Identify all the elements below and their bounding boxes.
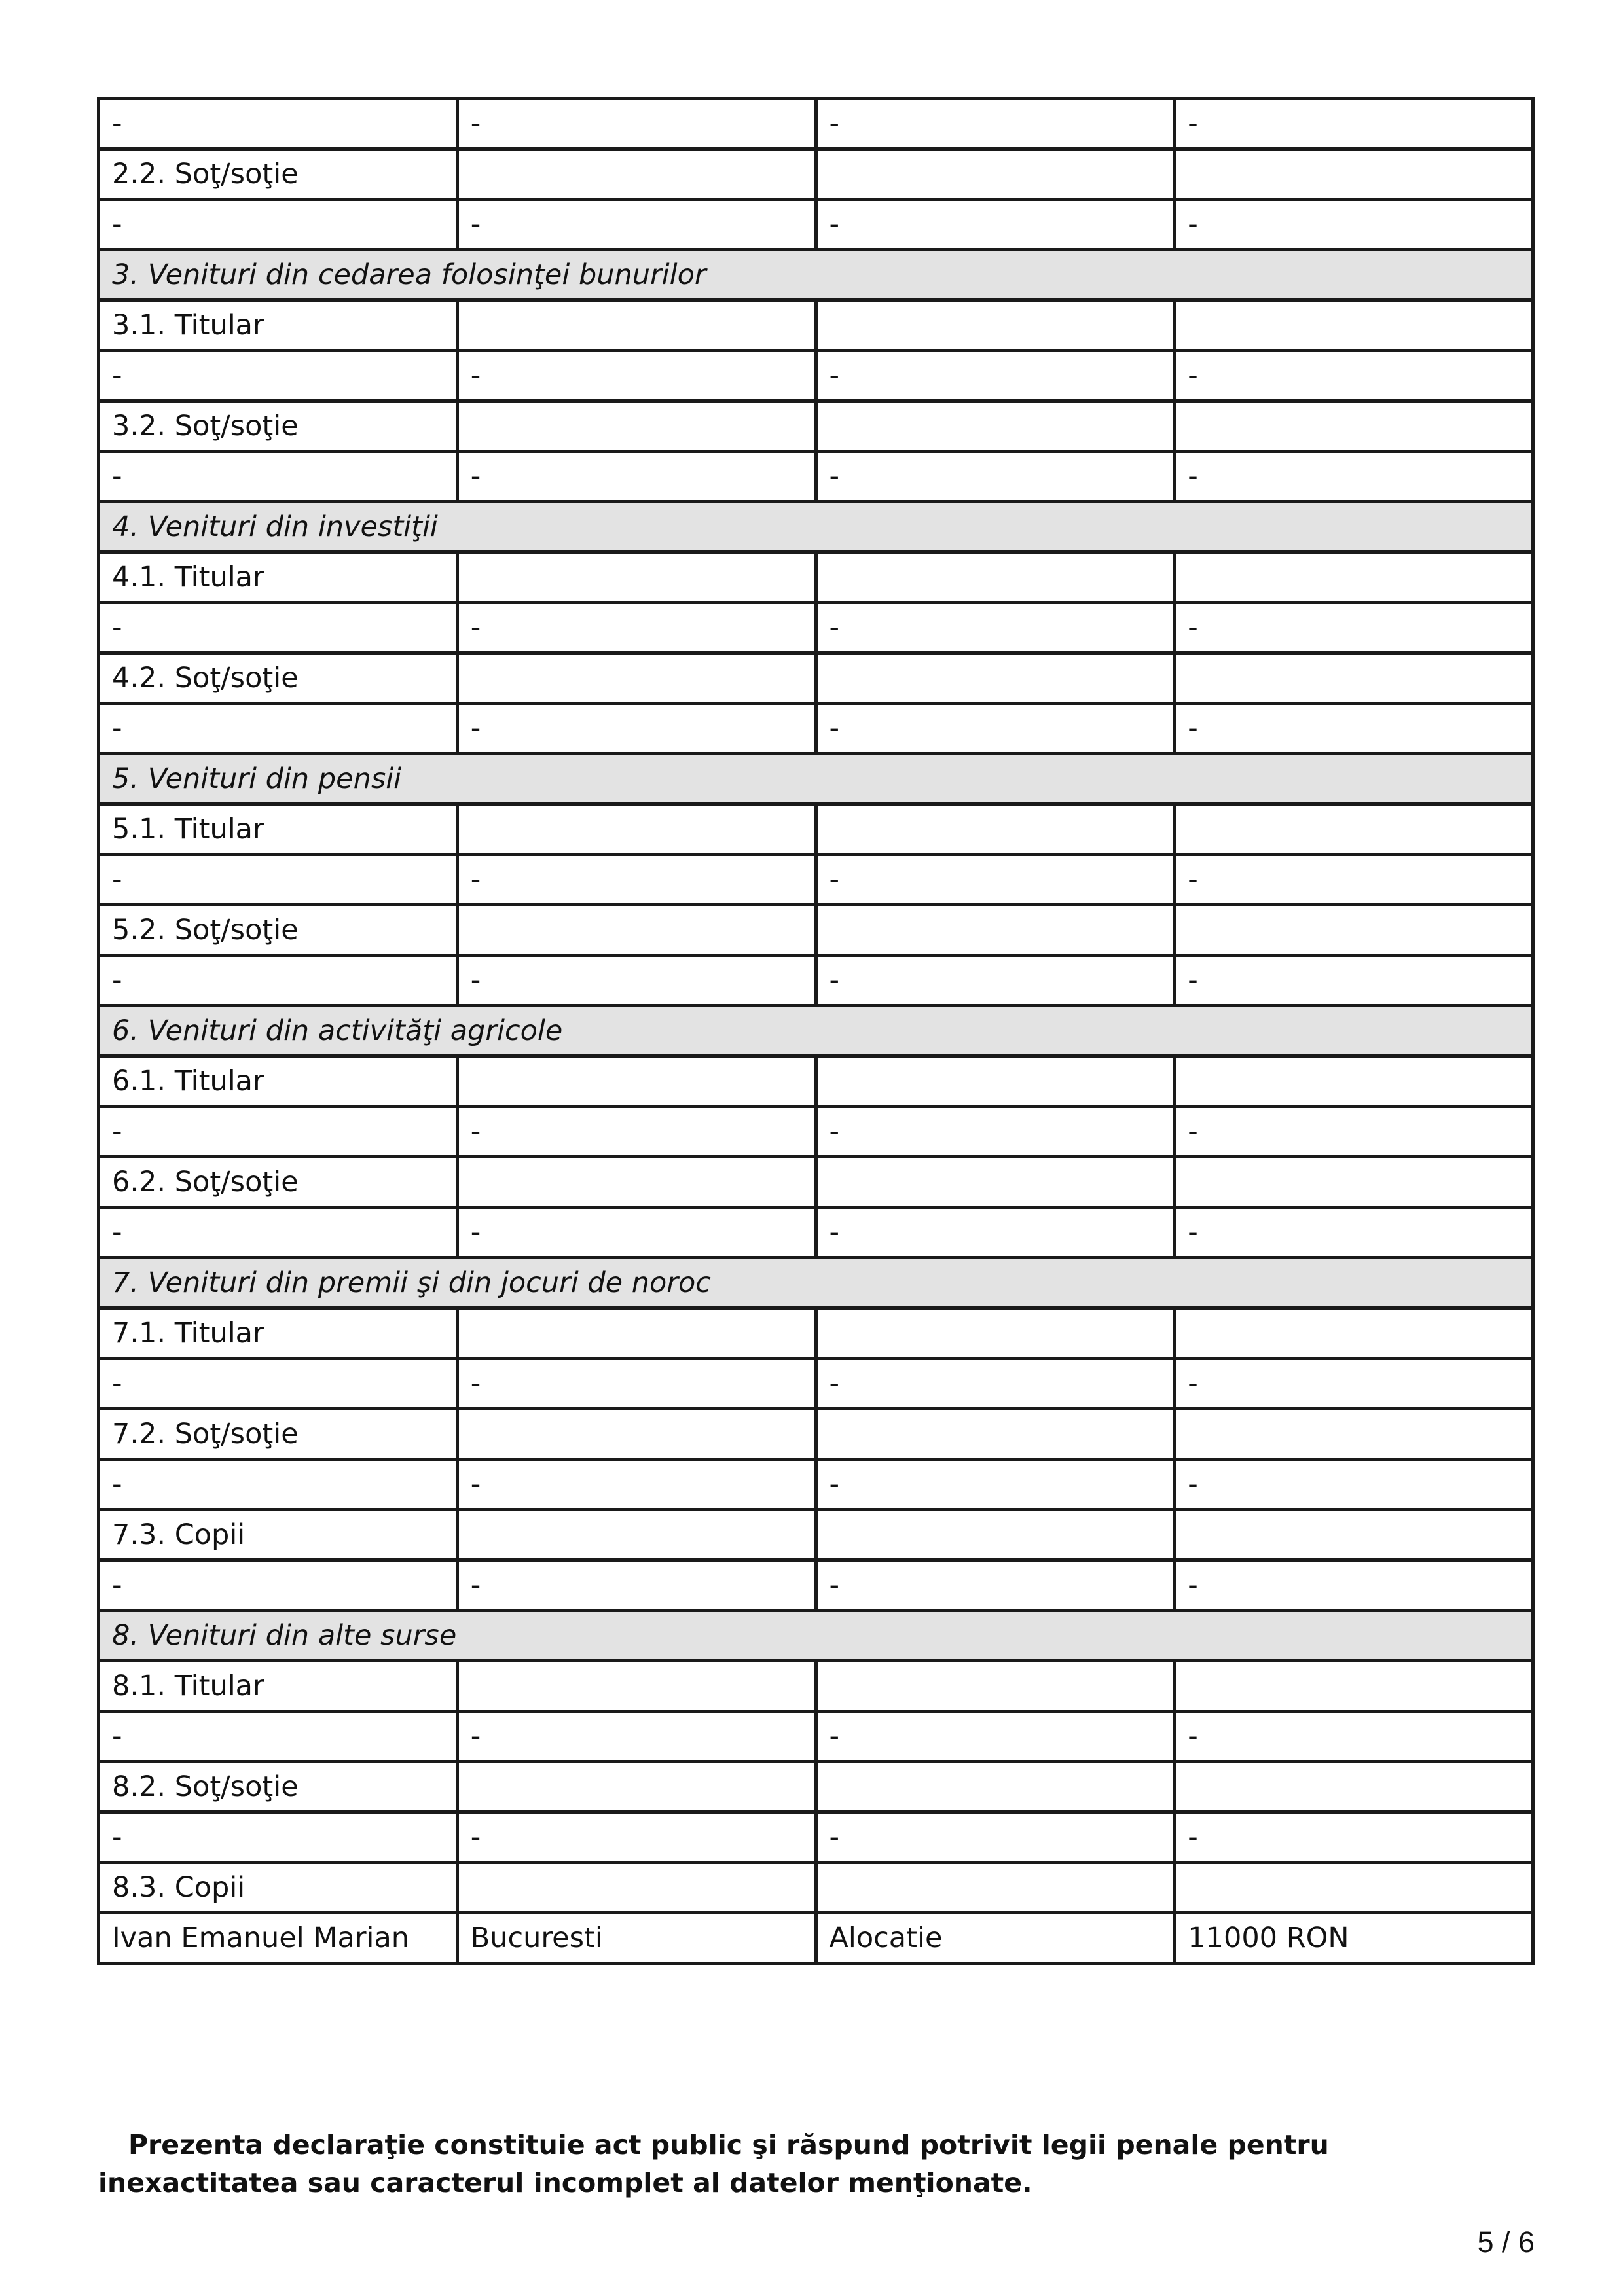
- table-cell: [816, 300, 1175, 351]
- table-cell: -: [1175, 99, 1533, 149]
- table-cell: [1175, 653, 1533, 704]
- table-cell: [457, 149, 816, 200]
- table-cell: -: [99, 704, 458, 754]
- table-cell: [816, 1510, 1175, 1560]
- table-cell: -: [457, 1812, 816, 1863]
- table-cell: 7.1. Titular: [99, 1308, 458, 1359]
- table-cell: 7.3. Copii: [99, 1510, 458, 1560]
- table-cell: -: [816, 855, 1175, 905]
- table-row: [99, 149, 1533, 200]
- table-cell: -: [816, 351, 1175, 401]
- table-cell: -: [457, 1712, 816, 1762]
- table-cell: [457, 1157, 816, 1208]
- table-row: [99, 1560, 1533, 1611]
- table-cell: 3.2. Soţ/soţie: [99, 401, 458, 452]
- section-header-row: [99, 1611, 1533, 1661]
- table-row: [99, 1863, 1533, 1913]
- table-cell: [457, 804, 816, 855]
- table-row: [99, 653, 1533, 704]
- table-cell: -: [816, 603, 1175, 653]
- table-cell: [1175, 300, 1533, 351]
- table-cell: -: [457, 956, 816, 1006]
- table-cell: [816, 1056, 1175, 1107]
- table-cell: -: [99, 351, 458, 401]
- table-cell: -: [457, 704, 816, 754]
- table-row: [99, 1762, 1533, 1812]
- table-cell: [457, 300, 816, 351]
- table-cell: [457, 1762, 816, 1812]
- page-number: 5 / 6: [1477, 2225, 1535, 2259]
- table-cell: [1175, 1308, 1533, 1359]
- table-cell: -: [99, 603, 458, 653]
- table-cell: 8.2. Soţ/soţie: [99, 1762, 458, 1812]
- table-cell: [816, 1308, 1175, 1359]
- declaration-statement: Prezenta declaraţie constituie act public şi răspund potrivit legii penale pentru inexactitatea sau caracterul incomplet al datelor menţionate.: [98, 2129, 1329, 2198]
- table-cell: -: [1175, 1460, 1533, 1510]
- table-cell: [1175, 1409, 1533, 1460]
- table-cell: 5.2. Soţ/soţie: [99, 905, 458, 956]
- table-cell: [457, 401, 816, 452]
- section-header-row: [99, 1006, 1533, 1056]
- table-cell: [1175, 1056, 1533, 1107]
- table-row: [99, 1712, 1533, 1762]
- table-cell: [457, 1308, 816, 1359]
- table-row: [99, 1157, 1533, 1208]
- table-cell: -: [816, 1812, 1175, 1863]
- table-row: [99, 1359, 1533, 1409]
- table-row: [99, 1661, 1533, 1712]
- table-cell: [816, 401, 1175, 452]
- table-cell: -: [816, 1208, 1175, 1258]
- table-cell: [816, 552, 1175, 603]
- table-cell: [816, 1863, 1175, 1913]
- table-cell: -: [1175, 452, 1533, 502]
- table-row: [99, 452, 1533, 502]
- income-table: [97, 97, 1535, 1965]
- table-cell: [816, 1409, 1175, 1460]
- table-cell: -: [1175, 855, 1533, 905]
- table-cell: -: [457, 1208, 816, 1258]
- table-cell: 8.3. Copii: [99, 1863, 458, 1913]
- table-cell: -: [1175, 1208, 1533, 1258]
- table-row: [99, 1308, 1533, 1359]
- table-cell: -: [1175, 1560, 1533, 1611]
- table-cell: -: [816, 704, 1175, 754]
- table-row: [99, 99, 1533, 149]
- section-title: 5. Venituri din pensii: [99, 754, 1533, 804]
- table-row: [99, 804, 1533, 855]
- table-cell: -: [457, 603, 816, 653]
- table-cell: [1175, 1510, 1533, 1560]
- table-row: [99, 200, 1533, 250]
- table-cell: 3.1. Titular: [99, 300, 458, 351]
- table-cell: -: [457, 855, 816, 905]
- table-cell: [457, 1510, 816, 1560]
- table-cell: -: [816, 1560, 1175, 1611]
- table-cell: [1175, 1863, 1533, 1913]
- table-cell: -: [1175, 603, 1533, 653]
- table-row: [99, 956, 1533, 1006]
- table-cell: -: [457, 1107, 816, 1157]
- section-title: 6. Venituri din activităţi agricole: [99, 1006, 1533, 1056]
- table-cell: 11000 RON: [1175, 1913, 1533, 1964]
- table-cell: Bucuresti: [457, 1913, 816, 1964]
- table-cell: -: [457, 1460, 816, 1510]
- table-cell: -: [1175, 351, 1533, 401]
- table-cell: -: [816, 99, 1175, 149]
- section-header-row: [99, 250, 1533, 300]
- table-cell: -: [457, 1560, 816, 1611]
- table-cell: -: [99, 200, 458, 250]
- table-cell: -: [99, 452, 458, 502]
- table-cell: [457, 1661, 816, 1712]
- table-row: [99, 1510, 1533, 1560]
- table-cell: -: [99, 1560, 458, 1611]
- table-cell: -: [816, 956, 1175, 1006]
- table-cell: [816, 1762, 1175, 1812]
- table-cell: [457, 552, 816, 603]
- table-cell: -: [99, 1712, 458, 1762]
- table-cell: -: [99, 1812, 458, 1863]
- table-cell: -: [1175, 1107, 1533, 1157]
- table-cell: -: [1175, 1712, 1533, 1762]
- table-cell: [816, 1157, 1175, 1208]
- income-table-body: [99, 99, 1533, 1964]
- table-row: [99, 855, 1533, 905]
- table-cell: -: [99, 1359, 458, 1409]
- table-row: [99, 704, 1533, 754]
- table-cell: -: [457, 200, 816, 250]
- table-cell: 4.1. Titular: [99, 552, 458, 603]
- table-cell: -: [457, 452, 816, 502]
- table-cell: [457, 905, 816, 956]
- table-cell: -: [816, 200, 1175, 250]
- table-cell: -: [99, 99, 458, 149]
- table-cell: -: [1175, 200, 1533, 250]
- table-cell: [457, 1056, 816, 1107]
- table-row: [99, 603, 1533, 653]
- table-row: [99, 1208, 1533, 1258]
- table-cell: 2.2. Soţ/soţie: [99, 149, 458, 200]
- table-row: [99, 300, 1533, 351]
- table-cell: [1175, 1762, 1533, 1812]
- section-header-row: [99, 1258, 1533, 1308]
- section-title: 7. Venituri din premii şi din jocuri de noroc: [99, 1258, 1533, 1308]
- section-header-row: [99, 502, 1533, 552]
- table-cell: [816, 1661, 1175, 1712]
- table-cell: -: [816, 1107, 1175, 1157]
- table-cell: Alocatie: [816, 1913, 1175, 1964]
- table-cell: -: [99, 1107, 458, 1157]
- table-cell: [1175, 804, 1533, 855]
- table-cell: Ivan Emanuel Marian: [99, 1913, 458, 1964]
- section-title: 8. Venituri din alte surse: [99, 1611, 1533, 1661]
- table-cell: 5.1. Titular: [99, 804, 458, 855]
- table-cell: -: [457, 99, 816, 149]
- table-cell: [1175, 552, 1533, 603]
- table-row: [99, 401, 1533, 452]
- table-cell: [457, 1863, 816, 1913]
- table-cell: -: [1175, 1812, 1533, 1863]
- table-cell: [1175, 401, 1533, 452]
- table-cell: [1175, 905, 1533, 956]
- table-cell: 4.2. Soţ/soţie: [99, 653, 458, 704]
- table-row: [99, 1913, 1533, 1964]
- table-cell: -: [1175, 1359, 1533, 1409]
- table-cell: -: [816, 1359, 1175, 1409]
- table-cell: -: [99, 956, 458, 1006]
- table-cell: 7.2. Soţ/soţie: [99, 1409, 458, 1460]
- table-row: [99, 351, 1533, 401]
- section-title: 4. Venituri din investiţii: [99, 502, 1533, 552]
- table-cell: [816, 149, 1175, 200]
- table-cell: -: [816, 1712, 1175, 1762]
- table-cell: -: [1175, 956, 1533, 1006]
- table-cell: -: [816, 1460, 1175, 1510]
- table-cell: [457, 653, 816, 704]
- table-row: [99, 1409, 1533, 1460]
- table-row: [99, 552, 1533, 603]
- table-cell: 6.2. Soţ/soţie: [99, 1157, 458, 1208]
- table-cell: -: [816, 452, 1175, 502]
- table-cell: -: [99, 1460, 458, 1510]
- table-cell: [816, 653, 1175, 704]
- table-row: [99, 1460, 1533, 1510]
- table-cell: -: [1175, 704, 1533, 754]
- table-row: [99, 1812, 1533, 1863]
- table-cell: [1175, 149, 1533, 200]
- table-cell: -: [99, 855, 458, 905]
- table-cell: -: [457, 1359, 816, 1409]
- table-cell: [1175, 1157, 1533, 1208]
- table-cell: [457, 1409, 816, 1460]
- table-cell: -: [457, 351, 816, 401]
- table-cell: 6.1. Titular: [99, 1056, 458, 1107]
- table-cell: 8.1. Titular: [99, 1661, 458, 1712]
- table-cell: [816, 905, 1175, 956]
- table-row: [99, 1056, 1533, 1107]
- section-header-row: [99, 754, 1533, 804]
- section-title: 3. Venituri din cedarea folosinţei bunurilor: [99, 250, 1533, 300]
- table-cell: [1175, 1661, 1533, 1712]
- table-cell: [816, 804, 1175, 855]
- table-row: [99, 905, 1533, 956]
- table-row: [99, 1107, 1533, 1157]
- table-cell: -: [99, 1208, 458, 1258]
